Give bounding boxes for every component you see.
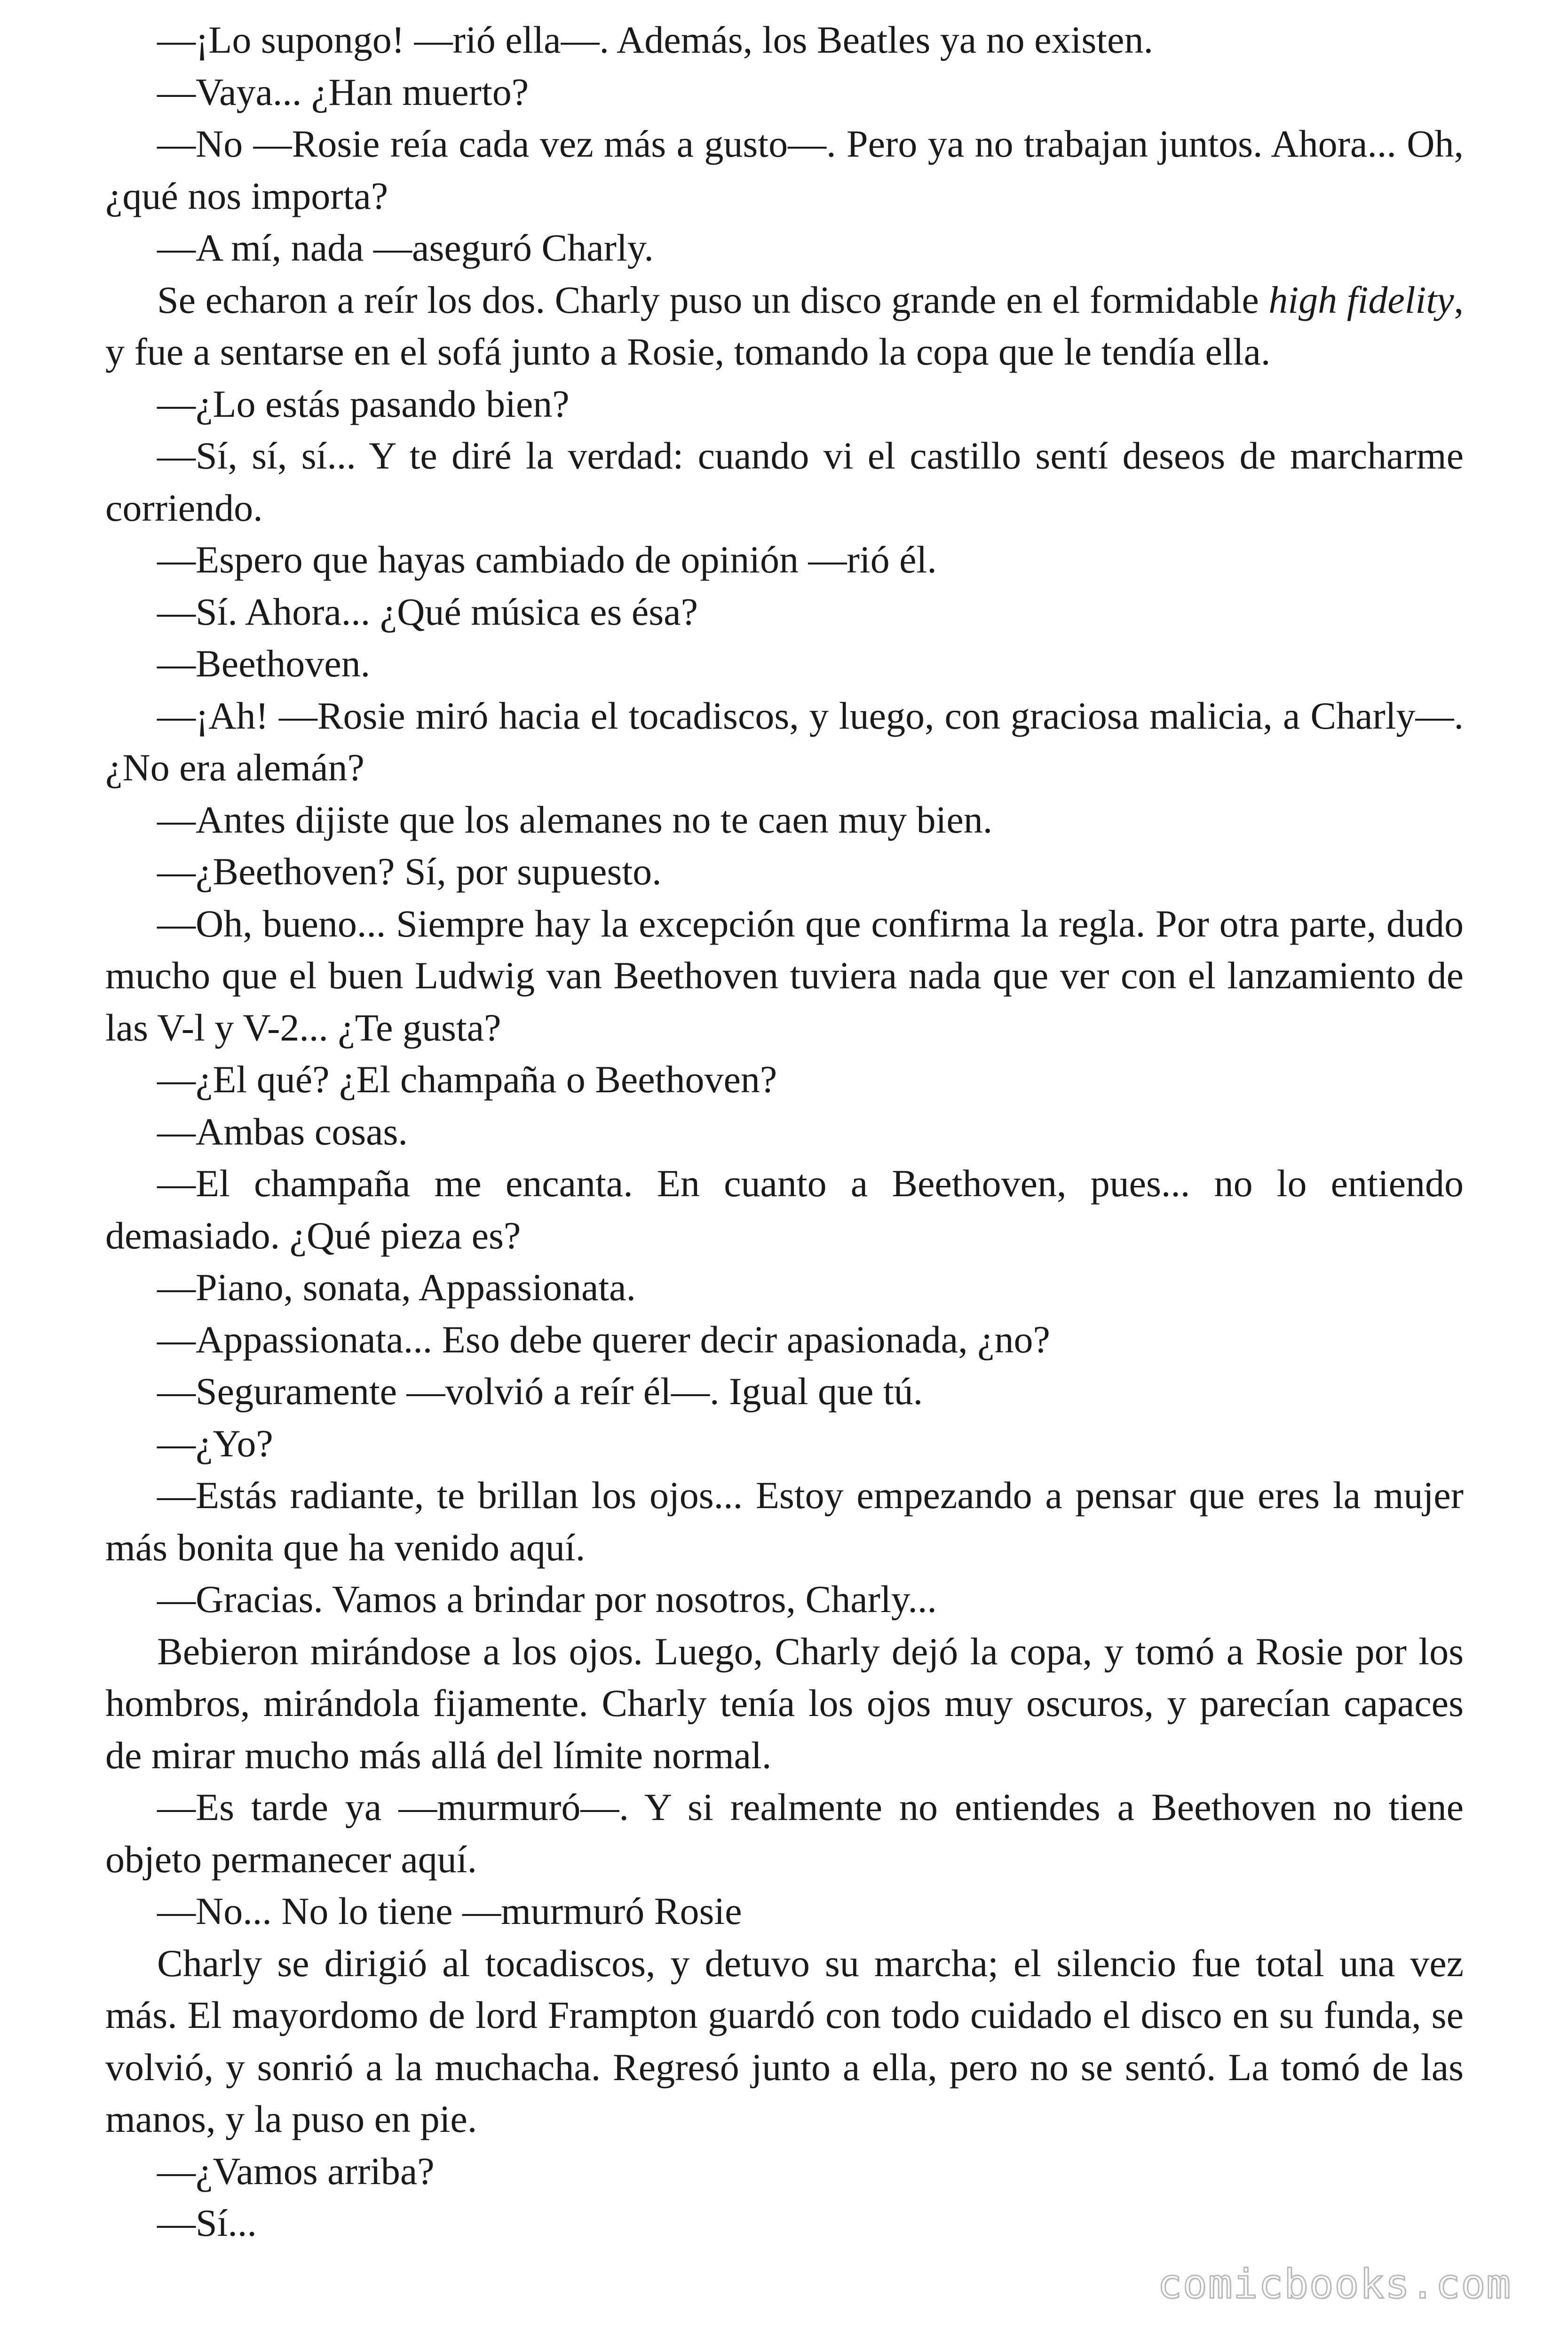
text-run: —¿Lo estás pasando bien? — [157, 382, 570, 425]
text-run: —Estás radiante, te brillan los ojos... Estoy empezando a pensar que eres la mujer más bonita que ha venido aquí. — [105, 1474, 1464, 1569]
text-run: Bebieron mirándose a los ojos. Luego, Charly dejó la copa, y tomó a Rosie por los hombros, mirándola fijamente. Charly tenía los ojos muy oscuros, y parecían capaces de mirar mucho más allá del límite normal. — [105, 1629, 1464, 1777]
text-run: —Ambas cosas. — [157, 1110, 408, 1153]
italic-text-run: high fidelity — [1268, 278, 1454, 321]
paragraph — [105, 378, 1464, 430]
paragraph — [105, 1418, 1464, 1470]
text-run: —Beethoven. — [157, 642, 371, 685]
text-run: —Sí, sí, sí... Y te diré la verdad: cuando vi el castillo sentí deseos de marcharme corriendo. — [105, 434, 1464, 529]
paragraph — [105, 794, 1464, 846]
text-run: —El champaña me encanta. En cuanto a Beethoven, pues... no lo entiendo demasiado. ¿Qué pieza es? — [105, 1162, 1464, 1257]
paragraph — [105, 638, 1464, 690]
text-run: —No... No lo tiene —murmuró Rosie — [157, 1890, 742, 1932]
paragraph — [105, 534, 1464, 586]
paragraph — [105, 1573, 1464, 1626]
text-run: —¿Yo? — [157, 1422, 273, 1465]
paragraph — [105, 1314, 1464, 1366]
paragraph — [105, 1626, 1464, 1782]
text-run: —Sí. Ahora... ¿Qué música es ésa? — [157, 590, 698, 633]
text-run: Se echaron a reír los dos. Charly puso un disco grande en el formidable — [157, 278, 1269, 321]
text-run: —Piano, sonata, Appassionata. — [157, 1266, 636, 1309]
paragraph — [105, 1938, 1464, 2145]
paragraph — [105, 1158, 1464, 1262]
text-run: —Gracias. Vamos a brindar por nosotros, Charly... — [157, 1578, 937, 1621]
watermark: comicbooks.com — [1157, 2261, 1512, 2308]
text-run: —No —Rosie reía cada vez más a gusto—. Pero ya no trabajan juntos. Ahora... Oh, ¿qué nos importa? — [105, 122, 1464, 217]
text-run: —¡Ah! —Rosie miró hacia el tocadiscos, y luego, con graciosa malicia, a Charly—. ¿No era alemán? — [105, 694, 1464, 789]
paragraph — [105, 1262, 1464, 1314]
paragraph — [105, 586, 1464, 638]
text-run: —Es tarde ya —murmuró—. Y si realmente no entiendes a Beethoven no tiene objeto permanecer aquí. — [105, 1786, 1464, 1881]
paragraph — [105, 1106, 1464, 1158]
paragraph — [105, 14, 1464, 66]
paragraph — [105, 690, 1464, 794]
text-run: Charly se dirigió al tocadiscos, y detuvo su marcha; el silencio fue total una vez más. El mayordomo de lord Frampton guardó con todo cuidado el disco en su funda, se volvió, y sonrió a la muchacha. Regresó junto a ella, pero no se sentó. La tomó de las manos, y la puso en pie. — [105, 1941, 1464, 2140]
text-run: —Seguramente —volvió a reír él—. Igual que tú. — [157, 1370, 923, 1413]
page-text — [105, 14, 1464, 2249]
text-run: —Sí... — [157, 2201, 257, 2244]
paragraph — [105, 2145, 1464, 2198]
text-run: —¡Lo supongo! —rió ella—. Además, los Beatles ya no existen. — [157, 18, 1153, 61]
text-run: —¿Beethoven? Sí, por supuesto. — [157, 850, 662, 893]
text-run: —¿Vamos arriba? — [157, 2149, 435, 2193]
paragraph — [105, 2197, 1464, 2249]
text-run: —Vaya... ¿Han muerto? — [157, 70, 529, 113]
text-run: —Espero que hayas cambiado de opinión —rió él. — [157, 538, 937, 581]
text-run: —A mí, nada —aseguró Charly. — [157, 226, 654, 269]
paragraph — [105, 898, 1464, 1054]
paragraph — [105, 222, 1464, 274]
paragraph — [105, 1054, 1464, 1106]
paragraph — [105, 846, 1464, 898]
paragraph — [105, 1885, 1464, 1938]
paragraph — [105, 66, 1464, 119]
text-run: —Appassionata... Eso debe querer decir apasionada, ¿no? — [157, 1318, 1050, 1361]
paragraph — [105, 274, 1464, 378]
text-run: , y fue a sentarse en el sofá junto a Rosie, tomando la copa que le tendía ella. — [105, 278, 1464, 373]
text-run: —¿El qué? ¿El champaña o Beethoven? — [157, 1058, 777, 1101]
paragraph — [105, 118, 1464, 222]
paragraph — [105, 1781, 1464, 1885]
text-run: —Oh, bueno... Siempre hay la excepción que confirma la regla. Por otra parte, dudo mucho que el buen Ludwig van Beethoven tuviera nada que ver con el lanzamiento de las V-l y V-2... ¿Te gusta? — [105, 902, 1464, 1049]
text-run: —Antes dijiste que los alemanes no te caen muy bien. — [157, 798, 993, 841]
paragraph — [105, 1470, 1464, 1573]
paragraph — [105, 1366, 1464, 1418]
paragraph — [105, 430, 1464, 534]
